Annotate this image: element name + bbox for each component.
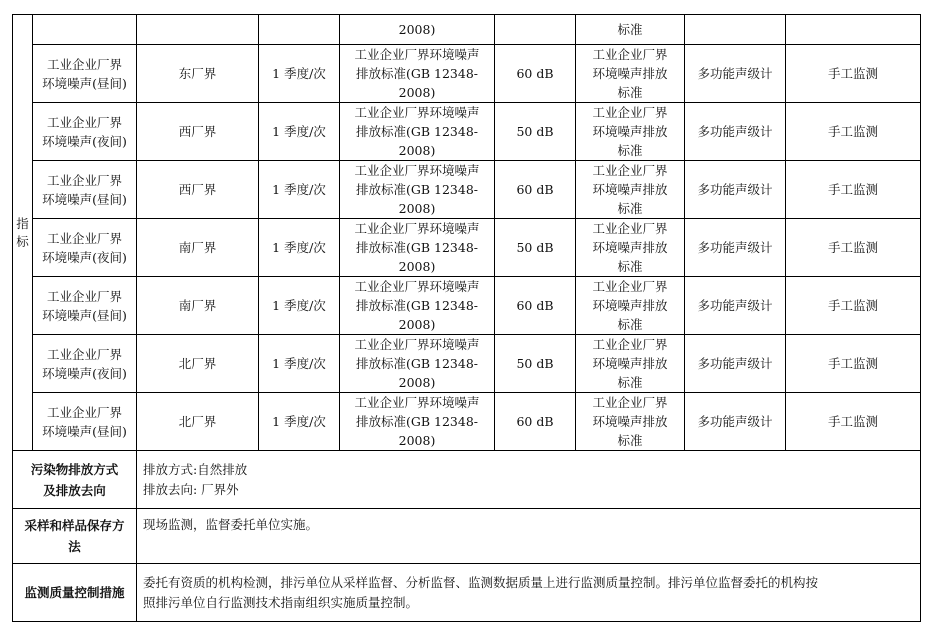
method-line: 环境噪声排放 [592,414,668,429]
table-row [13,335,921,393]
standard-line: 排放标准(GB 12348- [355,240,478,255]
method-line: 工业企业厂界 [592,105,668,120]
quality-text-line: 照排污单位自行监测技术指南组织实施质量控制。 [143,594,419,610]
standard-cell [340,45,495,103]
quality-label [13,564,137,622]
instrument-cell: 多功能声级计 [685,393,786,451]
limit-cell: 60 dB [495,45,576,103]
monitoring-item-cell [33,161,137,219]
instrument-cell: 多功能声级计 [685,103,786,161]
instrument-cell: 多功能声级计 [685,219,786,277]
method-line: 工业企业厂界 [592,163,668,178]
mode-cell: 手工监测 [786,103,921,161]
monitoring-item-cell [33,103,137,161]
standard-cell [340,277,495,335]
monitoring-item-cell [33,393,137,451]
method-line: 标准 [617,143,643,158]
standard-cell [340,103,495,161]
sampling-label-line: 法 [68,539,81,554]
method-line: 标准 [617,433,643,448]
method-line: 环境噪声排放 [592,356,668,371]
monitoring-item-cell [33,335,137,393]
item-line: 环境噪声(昼间) [42,191,127,207]
mode-cell [786,15,921,45]
instrument-cell [685,15,786,45]
method-cell [576,45,685,103]
item-line: 环境噪声(夜间) [42,365,127,381]
method-cell [576,393,685,451]
standard-line: 工业企业厂界环境噪声 [354,337,480,352]
method-line: 工业企业厂界 [592,47,668,62]
standard-cell [340,335,495,393]
limit-cell: 50 dB [495,103,576,161]
limit-cell: 50 dB [495,219,576,277]
sampling-text [137,509,921,564]
side-label-line: 标 [16,233,29,249]
item-line: 环境噪声(夜间) [42,249,127,265]
method-cell [576,161,685,219]
emission-text [137,451,921,509]
quality-text [137,564,921,622]
method-line: 工业企业厂界 [592,337,668,352]
emission-row [13,451,921,509]
standard-line: 工业企业厂界环境噪声 [354,47,480,62]
item-line: 环境噪声(昼间) [42,307,127,323]
sampling-label-line: 采样和样品保存方 [24,518,125,533]
continued-row [13,15,921,45]
standard-line: 工业企业厂界环境噪声 [354,163,480,178]
method-cell [576,277,685,335]
side-label [13,15,33,451]
method-line: 标准 [617,85,643,100]
monitoring-item-cell [33,15,137,45]
method-cell [576,335,685,393]
standard-line: 2008) [398,201,436,216]
standard-line: 排放标准(GB 12348- [355,414,478,429]
item-line: 工业企业厂界 [46,114,122,130]
frequency-cell: 1 季度/次 [259,161,340,219]
frequency-cell: 1 季度/次 [259,219,340,277]
limit-cell: 60 dB [495,393,576,451]
mode-cell: 手工监测 [786,161,921,219]
sampling-label [13,509,137,564]
standard-line: 工业企业厂界环境噪声 [354,221,480,236]
item-line: 环境噪声(昼间) [42,75,127,91]
emission-text-line: 排放去向: 厂界外 [143,481,239,497]
monitoring-point-cell [137,15,259,45]
quality-row [13,564,921,622]
standard-line: 2008) [398,143,436,158]
instrument-cell: 多功能声级计 [685,277,786,335]
monitoring-point-cell: 南厂界 [137,277,259,335]
standard-line: 2008) [398,433,436,448]
method-cell [576,219,685,277]
table-row [13,219,921,277]
standard-line: 2008) [398,375,436,390]
monitoring-point-cell: 东厂界 [137,45,259,103]
limit-cell: 60 dB [495,277,576,335]
quality-text-line: 委托有资质的机构检测，排污单位从采样监督、分析监督、监测数据质量上进行监测质量控制。排污单位监督委托的机构按 [143,574,819,590]
monitoring-point-cell: 南厂界 [137,219,259,277]
item-line: 环境噪声(昼间) [42,423,127,439]
frequency-cell: 1 季度/次 [259,393,340,451]
sampling-text-line: 现场监测，监督委托单位实施。 [143,517,319,532]
standard-line: 2008) [398,259,436,274]
standard-cell [340,219,495,277]
item-line: 工业企业厂界 [46,56,122,72]
table-row [13,277,921,335]
item-line: 工业企业厂界 [46,172,122,188]
method-line: 工业企业厂界 [592,395,668,410]
monitoring-point-cell: 西厂界 [137,103,259,161]
item-line: 工业企业厂界 [46,346,122,362]
monitoring-table [12,14,921,622]
instrument-cell: 多功能声级计 [685,335,786,393]
frequency-cell: 1 季度/次 [259,45,340,103]
standard-cell: 2008) [340,15,495,45]
method-line: 标准 [617,201,643,216]
standard-line: 工业企业厂界环境噪声 [354,395,480,410]
item-line: 工业企业厂界 [46,404,122,420]
method-line: 环境噪声排放 [592,66,668,81]
item-line: 环境噪声(夜间) [42,133,127,149]
standard-line: 排放标准(GB 12348- [355,182,478,197]
emission-text-line: 排放方式:自然排放 [143,461,248,477]
frequency-cell: 1 季度/次 [259,335,340,393]
limit-cell: 50 dB [495,335,576,393]
monitoring-item-cell [33,45,137,103]
instrument-cell: 多功能声级计 [685,45,786,103]
item-line: 工业企业厂界 [46,230,122,246]
standard-line: 2008) [398,317,436,332]
limit-cell: 60 dB [495,161,576,219]
standard-line: 排放标准(GB 12348- [355,124,478,139]
method-line: 工业企业厂界 [592,221,668,236]
limit-cell [495,15,576,45]
standard-line: 排放标准(GB 12348- [355,298,478,313]
emission-label-line: 及排放去向 [43,482,106,498]
method-line: 环境噪声排放 [592,182,668,197]
item-line: 工业企业厂界 [46,288,122,304]
table-row [13,45,921,103]
method-line: 工业企业厂界 [592,279,668,294]
method-line: 标准 [617,259,643,274]
frequency-cell: 1 季度/次 [259,103,340,161]
mode-cell: 手工监测 [786,45,921,103]
standard-line: 工业企业厂界环境噪声 [354,279,480,294]
monitoring-point-cell: 北厂界 [137,393,259,451]
frequency-cell [259,15,340,45]
monitoring-item-cell [33,219,137,277]
monitoring-item-cell [33,277,137,335]
table-row [13,393,921,451]
method-line: 环境噪声排放 [592,298,668,313]
table-row [13,103,921,161]
standard-cell [340,161,495,219]
sampling-row [13,509,921,564]
method-line: 标准 [617,317,643,332]
mode-cell: 手工监测 [786,393,921,451]
instrument-cell: 多功能声级计 [685,161,786,219]
mode-cell: 手工监测 [786,277,921,335]
monitoring-point-cell: 北厂界 [137,335,259,393]
mode-cell: 手工监测 [786,219,921,277]
frequency-cell: 1 季度/次 [259,277,340,335]
monitoring-point-cell: 西厂界 [137,161,259,219]
standard-line: 排放标准(GB 12348- [355,356,478,371]
table-row [13,161,921,219]
standard-line: 2008) [398,85,436,100]
emission-label-line: 污染物排放方式 [30,461,119,477]
method-cell [576,103,685,161]
standard-line: 排放标准(GB 12348- [355,66,478,81]
standard-line: 工业企业厂界环境噪声 [354,105,480,120]
quality-label-line: 监测质量控制措施 [24,585,125,600]
method-line: 环境噪声排放 [592,124,668,139]
method-line: 环境噪声排放 [592,240,668,255]
method-cell: 标准 [576,15,685,45]
emission-label [13,451,137,509]
method-line: 标准 [617,375,643,390]
side-label-line: 指 [16,215,29,231]
mode-cell: 手工监测 [786,335,921,393]
standard-cell [340,393,495,451]
